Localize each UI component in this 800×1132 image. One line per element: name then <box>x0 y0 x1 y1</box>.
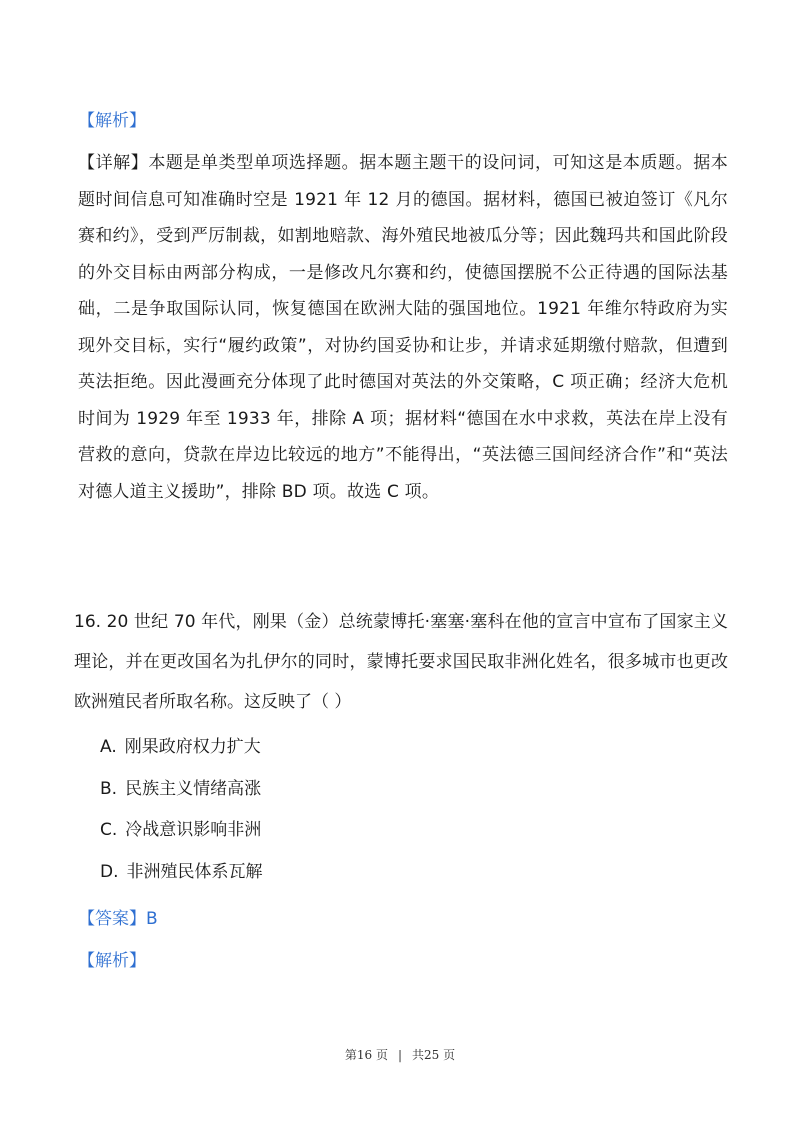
option-text: 刚果政府权力扩大 <box>124 737 261 757</box>
option-text: 冷战意识影响非洲 <box>125 820 262 840</box>
analysis-heading-top: 【解析】 <box>78 111 146 131</box>
page-footer <box>0 1046 800 1063</box>
detail-paragraph <box>78 145 728 510</box>
analysis-heading-bottom: 【解析】 <box>78 951 146 971</box>
option-letter: A. <box>100 737 117 757</box>
answer-line <box>78 904 158 929</box>
detail-label: 【详解】 <box>78 153 149 173</box>
option-a <box>100 727 263 769</box>
footer-separator: | <box>397 1048 403 1062</box>
question-number: 16. <box>74 612 102 632</box>
answer-value: B <box>146 909 158 929</box>
option-letter: D. <box>100 861 119 882</box>
option-text: 非洲殖民体系瓦解 <box>126 861 263 882</box>
question-stem: 20 世纪 70 年代，刚果（金）总统蒙博托·塞塞·塞科在他的宣言中宣布了国家主义理论，并在更改国名为扎伊尔的同时，蒙博托要求国民取非洲化姓名，很多城市也更改欧洲殖民者所取名称。这反映了（ ） <box>74 612 729 712</box>
option-c <box>100 810 263 852</box>
option-d <box>100 852 263 894</box>
detail-text: 本题是单类型单项选择题。据本题主题干的设问词，可知这是本质题。据本题时间信息可知准确时空是 1921 年 12 月的德国。据材料，德国已被迫签订《凡尔赛和约》，受到严厉制裁，如割地赔款、海外殖民地被瓜分等；因此魏玛共和国此阶段的外交目标由两部分构成，一是修改凡尔赛和约，使德国摆脱不公正待遇的国际法基础，二是争取国际认同，恢复德国在欧洲大陆的强国地位。1921 年维尔特政府为实现外交目标，实行“履约政策”，对协约国妥协和让步，并请求延期缴付赔款，但遭到英法拒绝。因此漫画充分体现了此时德国对英法的外交策略，C 项正确；经济大危机时间为 1929 年至 1933 年，排除 A 项；据材料“德国在水中求救，英法在岸上没有营救的意向，贷款在岸边比较远的地方”不能得出，“英法德三国间经济合作”和“英法对德人道主义援助”，排除 BD 项。故选 C 项。 <box>78 153 728 502</box>
option-letter: C. <box>100 820 118 840</box>
option-letter: B. <box>100 778 118 799</box>
question-16 <box>74 602 728 722</box>
option-list <box>100 727 263 893</box>
answer-label: 【答案】 <box>78 909 146 929</box>
total-pages: 共25 页 <box>412 1048 456 1062</box>
option-b <box>100 769 263 811</box>
option-text: 民族主义情绪高涨 <box>125 778 262 799</box>
page-number: 第16 页 <box>344 1048 388 1062</box>
